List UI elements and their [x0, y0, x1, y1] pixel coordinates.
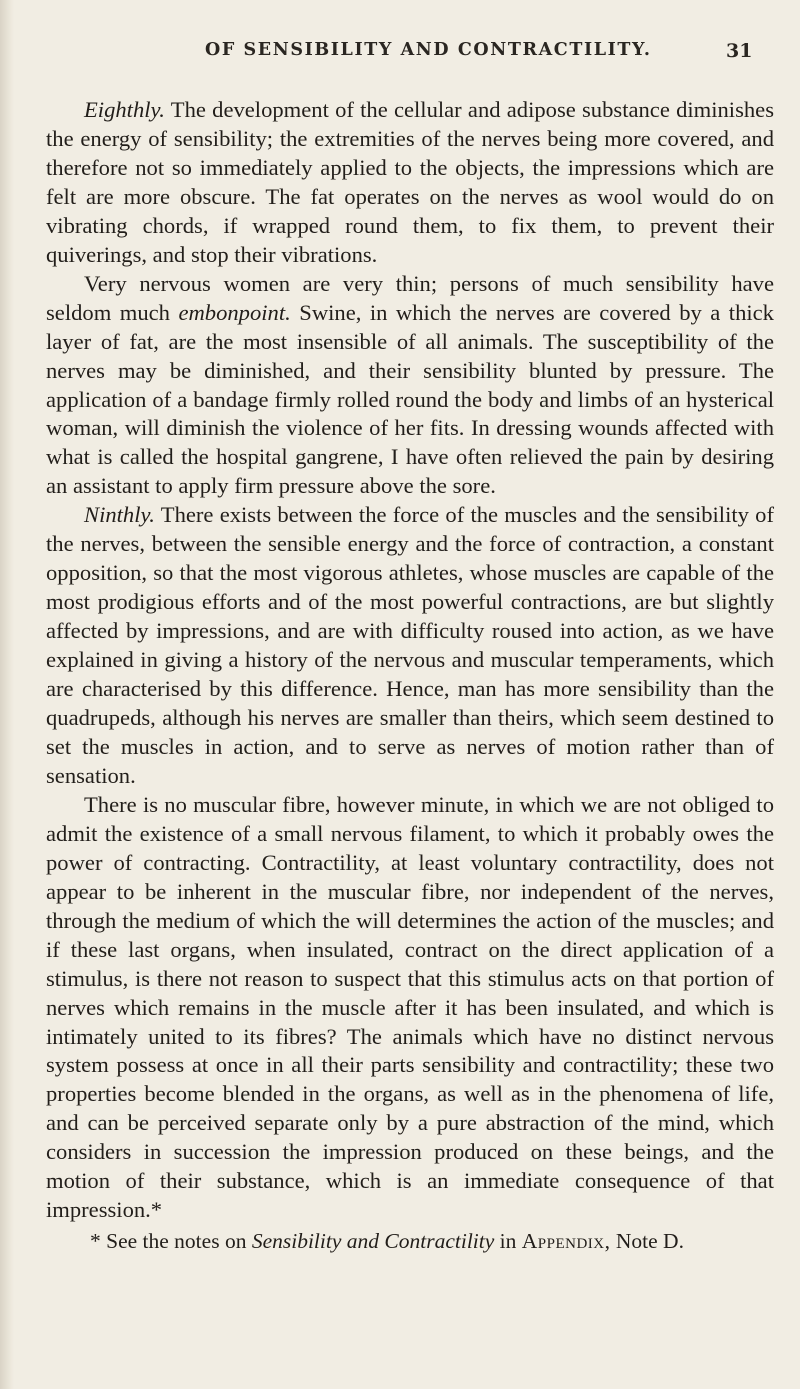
paragraph-text: Very nervous women are very thin; persons of much sensibility have seldom much: [46, 270, 774, 325]
paragraph-text: There is no muscular fibre, however minute, in which we are not obliged to admit the existence of a small nervous filament, to which it probably owes the power of contracting. Contractility, at least voluntary contractility, does not appear to be inherent in the muscular fibre, nor independent of the nerves, through the medium of which the will determines the action of the muscles; and if these last organs, when insulated, contract on the direct application of a stimulus, is there not reason to suspect that this stimulus acts on that portion of nerves which remains in the muscle after it has been insulated, and which is intimately united to its fibres? The animals which have no distinct nervous system possess at once in all their parts sensibility and contractility; these two properties become blended in the organs, as well as in the phenomena of life, and can be perceived separate only by a pure abstraction of the mind, which considers in succession the impression produced on these beings, and the motion of their substance, which is an immediate consequence of that impression.*: [46, 791, 774, 1223]
body-text: [46, 96, 774, 1225]
footnote-appendix: Appendix,: [521, 1229, 611, 1253]
paragraph-text: Swine, in which the nerves are covered by a thick layer of fat, are the most insensible of all animals. The susceptibility of the nerves may be diminished, and their sensibility blunted by pressure. The application of a bandage firmly rolled round the body and limbs of an hysterical woman, will diminish the violence of her fits. In dressing wounds affected with what is called the hospital gangrene, I have often relieved the pain by desiring an assistant to apply firm pressure above the sore.: [46, 299, 774, 499]
paragraph-eighthly: [46, 96, 774, 270]
paragraph-ninthly: [46, 501, 774, 791]
paragraph-nervous-women: [46, 270, 774, 502]
paragraph-text: There exists between the force of the muscles and the sensibility of the nerves, between the sensible energy and the force of contraction, a constant opposition, so that the most vigorous athletes, whose muscles are capable of the most prodigious efforts and of the most powerful contractions, are but slightly affected by impressions, and are with difficulty roused into action, as we have explained in giving a history of the nervous and muscular temperaments, which are characterised by this difference. Hence, man has more sensibility than the quadrupeds, although his nerves are smaller than theirs, which seem destined to set the muscles in action, and to serve as nerves of motion rather than of sensation.: [46, 502, 774, 788]
page-header: [0, 40, 800, 80]
page-edge-shadow: [0, 0, 14, 1389]
footnote: [90, 1227, 780, 1255]
footnote-in: in: [499, 1229, 517, 1253]
footnote-marker: *: [90, 1229, 101, 1253]
paragraph-text: The development of the cellular and adipose substance diminishes the energy of sensibility; the extremities of the nerves being more covered, and therefore not so immediately applied to the objects, the impressions which are felt are more obscure. The fat operates on the nerves as wool would do on vibrating chords, if wrapped round them, to fix them, to prevent their quiverings, and stop their vibrations.: [46, 97, 774, 267]
paragraph-lead: Ninthly.: [84, 502, 155, 528]
paragraph-lead: Eighthly.: [84, 97, 165, 122]
page-number: 31: [726, 40, 753, 62]
footnote-prefix: See the notes on: [106, 1229, 247, 1253]
footnote-note: Note D.: [615, 1229, 684, 1253]
paragraph-muscular-fibre: [46, 791, 774, 1225]
footnote-work-title: Sensibility and Contractility: [251, 1229, 495, 1253]
running-head: OF SENSIBILITY AND CONTRACTILITY.: [205, 40, 652, 60]
paragraph-emphasis: embonpoint.: [178, 299, 291, 325]
